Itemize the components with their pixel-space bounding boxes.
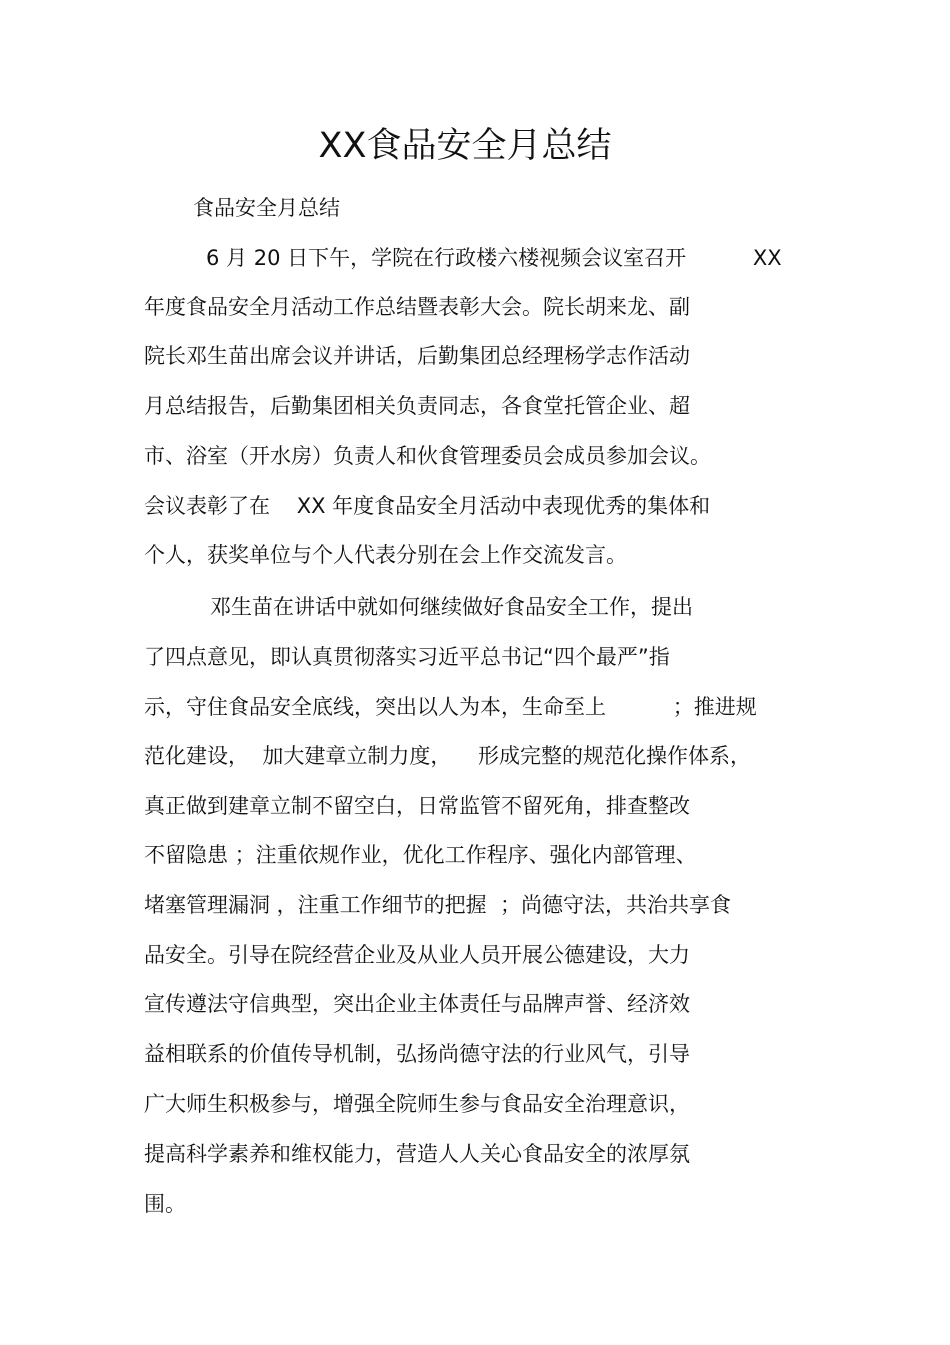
paragraph-line: 益相联系的价值传导机制，弘扬尚德守法的行业风气，引导 xyxy=(144,1042,690,1066)
paragraph-line: 院长邓生苗出席会议并讲话，后勤集团总经理杨学志作活动 xyxy=(144,344,690,368)
paragraph-line: 个人，获奖单位与个人代表分别在会上作交流发言。 xyxy=(144,543,627,567)
paragraph-line: 月总结报告，后勤集团相关负责同志，各食堂托管企业、超 xyxy=(144,394,690,418)
paragraph-line: 宣传遵法守信典型，突出企业主体责任与品牌声誉、经济效 xyxy=(144,992,690,1016)
paragraph-line: 了四点意见，即认真贯彻落实习近平总书记“四个最严”指 xyxy=(144,645,670,669)
paragraph-line: 年度食品安全月活动工作总结暨表彰大会。院长胡来龙、副 xyxy=(144,295,690,319)
paragraph-line: 品安全。引导在院经营企业及从业人员开展公德建设，大力 xyxy=(144,943,690,967)
paragraph-line: 范化建设， 加大建章立制力度， 形成完整的规范化操作体系， xyxy=(144,744,752,768)
paragraph-line: 提高科学素养和维权能力，营造人人关心食品安全的浓厚氛 xyxy=(144,1142,690,1166)
paragraph-line: 邓生苗在讲话中就如何继续做好食品安全工作，提出 xyxy=(210,595,693,619)
paragraph-line: 广大师生积极参与，增强全院师生参与食品安全治理意识， xyxy=(144,1092,690,1116)
paragraph-line: 堵塞管理漏洞 ，注重工作细节的把握 ；尚德守法，共治共享食 xyxy=(144,893,732,917)
paragraph-line: 6 月 20 日下午，学院在行政楼六楼视频会议室召开 XX xyxy=(206,246,782,270)
paragraph-line: 市、浴室（开水房）负责人和伙食管理委员会成员参加会议。 xyxy=(144,444,711,468)
paragraph-line: 围。 xyxy=(144,1192,186,1216)
paragraph-line: 真正做到建章立制不留空白，日常监管不留死角，排查整改 xyxy=(144,794,690,818)
paragraph-line: 示，守住食品安全底线，突出以人为本，生命至上 ；推进规 xyxy=(144,695,757,719)
paragraph-line: 不留隐患 ；注重依规作业，优化工作程序、强化内部管理、 xyxy=(144,843,697,867)
paragraph-line: 会议表彰了在 XX 年度食品安全月活动中表现优秀的集体和 xyxy=(144,494,711,518)
document-title: XX食品安全月总结 xyxy=(318,126,612,166)
document-subtitle: 食品安全月总结 xyxy=(193,196,340,220)
